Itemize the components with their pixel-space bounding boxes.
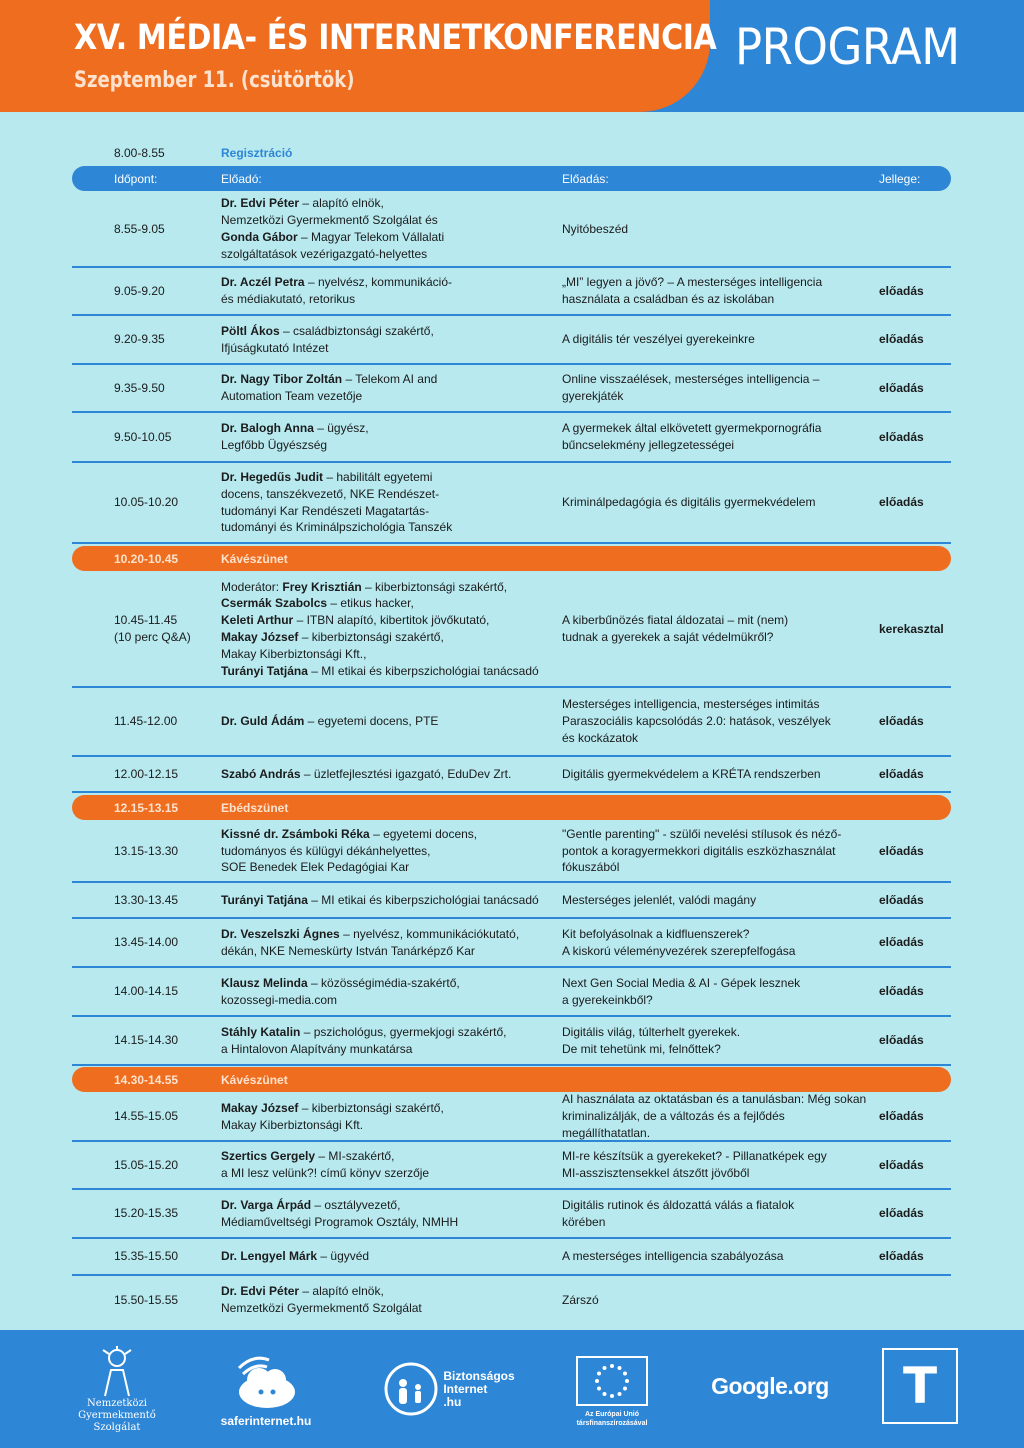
session-speaker <box>221 892 539 909</box>
session-talk-cell <box>562 688 872 755</box>
session-talk-cell <box>562 757 872 791</box>
speaker-name: Klausz Melinda <box>221 975 308 990</box>
session-talk-cell <box>562 413 872 461</box>
logo-google-org <box>700 1366 840 1406</box>
session-time-cell <box>114 1276 214 1324</box>
session-time: 9.50-10.05 <box>114 429 172 444</box>
speaker-role: – MI etikai és kiberpszichológiai tanácsadó <box>307 663 539 678</box>
session-speaker <box>221 274 452 308</box>
session-time-cell <box>114 757 214 791</box>
session-type: előadás <box>879 1249 924 1264</box>
session-row <box>72 688 951 757</box>
session-type: előadás <box>879 935 924 950</box>
telekom-t-icon: T <box>902 1357 938 1415</box>
break-bar <box>72 546 951 571</box>
speaker-role: – etikus hacker, <box>330 596 414 611</box>
session-talk-cell <box>562 1017 872 1064</box>
session-type-cell <box>879 572 951 686</box>
session-type-cell <box>879 1093 951 1140</box>
logo-saferinternet <box>210 1344 322 1434</box>
session-type-cell <box>879 883 951 917</box>
session-row <box>72 968 951 1017</box>
session-type: előadás <box>879 843 924 858</box>
session-type-cell <box>879 413 951 461</box>
session-type-cell <box>879 316 951 363</box>
logo-telekom <box>882 1348 958 1424</box>
session-time-cell <box>114 688 214 755</box>
session-speaker <box>221 826 477 876</box>
speaker-role: – üzletfejlesztési igazgató, EduDev Zrt. <box>300 766 512 781</box>
session-talk: Nyitóbeszéd <box>562 221 629 236</box>
session-time: 14.00-14.15 <box>114 984 179 999</box>
session-time-cell <box>114 968 214 1015</box>
logo5-label: Google.org <box>711 1372 829 1399</box>
speaker-name: Dr. Edvi Péter <box>221 1284 300 1299</box>
session-speaker-cell <box>221 365 556 411</box>
speaker-name: Keleti Arthur <box>221 613 294 628</box>
session-time-cell <box>114 883 214 917</box>
session-time-cell <box>114 1142 214 1188</box>
session-time: 12.00-12.15 <box>114 766 179 781</box>
session-time-cell <box>114 572 214 686</box>
session-speaker-cell <box>221 1190 556 1237</box>
eu-flag-icon <box>576 1356 648 1406</box>
session-time: 14.55-15.05 <box>114 1109 179 1124</box>
session-time: 15.05-15.20 <box>114 1157 179 1172</box>
session-speaker-cell <box>221 1239 556 1274</box>
session-talk: MI-re készítsük a gyerekeket? - Pillanatképek egy MI-asszisztensekkel átszőtt jövőből <box>562 1149 827 1180</box>
speaker-role: – kiberbiztonsági szakértő, <box>365 579 508 594</box>
speaker-role: – ügyész, Legfőbb Ügyészség <box>221 421 369 452</box>
session-speaker-cell <box>221 572 556 686</box>
session-time-cell <box>114 1017 214 1064</box>
session-talk: A mesterséges intelligencia szabályozása <box>562 1249 784 1264</box>
speaker-name: Frey Krisztián <box>282 579 362 594</box>
session-time-cell <box>114 316 214 363</box>
logo1-line3: Szolgálat <box>93 1422 141 1433</box>
column-type-header: Jellege: <box>879 172 921 186</box>
speaker-role: – pszichológus, gyermekjogi szakértő, a Hintalovon Alapítvány munkatársa <box>221 1024 507 1056</box>
logo2-label: saferinternet.hu <box>220 1414 312 1428</box>
speaker-name: Gonda Gábor <box>221 230 298 244</box>
column-header-bar <box>72 166 951 191</box>
eu-star-icon <box>623 1387 627 1391</box>
speaker-name: Dr. Nagy Tibor Zoltán <box>221 372 343 387</box>
speaker-role: – családbiztonsági szakértő, Ifjúságkutató Intézet <box>221 323 434 355</box>
session-type: előadás <box>879 1157 924 1172</box>
break-label: Kávészünet <box>221 552 288 566</box>
session-time: 9.20-9.35 <box>114 332 165 347</box>
session-time-cell <box>114 463 214 542</box>
session-speaker-cell <box>221 919 556 966</box>
session-speaker-cell <box>221 1276 556 1324</box>
session-speaker <box>221 1283 422 1317</box>
session-row <box>72 572 951 688</box>
session-talk: Digitális rutinok és áldozattá válás a fiatalok körében <box>562 1197 795 1229</box>
session-type-cell <box>879 463 951 542</box>
session-speaker-cell <box>221 821 556 881</box>
speaker-name: Pöltl Ákos <box>221 323 280 338</box>
session-talk-cell <box>562 365 872 411</box>
session-time: 8.55-9.05 <box>114 221 165 236</box>
speaker-name: Csermák Szabolcs <box>221 596 328 611</box>
session-type: előadás <box>879 380 924 395</box>
session-talk-cell <box>562 192 872 266</box>
speaker-name: Dr. Guld Ádám <box>221 714 305 729</box>
session-talk: Digitális gyermekvédelem a KRÉTA rendszerben <box>562 766 821 781</box>
session-type: előadás <box>879 1206 924 1221</box>
speaker-name: Dr. Aczél Petra <box>221 275 305 290</box>
speaker-name: Szabó András <box>221 766 301 781</box>
session-type-cell <box>879 1239 951 1274</box>
session-type: előadás <box>879 714 924 729</box>
logo-nemzetkozi-gyermekmento <box>72 1336 162 1442</box>
break-time: 14.30-14.55 <box>114 1073 179 1087</box>
logo3-line2: Internet <box>443 1381 488 1396</box>
logo4-line1: Az Európai Unió <box>584 1411 640 1418</box>
session-type: előadás <box>879 1033 924 1048</box>
session-time: 9.05-9.20 <box>114 283 165 298</box>
session-speaker <box>221 713 438 730</box>
speaker-role: Moderátor: <box>221 579 283 594</box>
session-row <box>72 1190 951 1239</box>
session-type: előadás <box>879 332 924 347</box>
session-time-cell <box>114 1190 214 1237</box>
session-type: előadás <box>879 984 924 999</box>
session-speaker-cell <box>221 413 556 461</box>
speaker-name: Kissné dr. Zsámboki Réka <box>221 826 370 841</box>
session-row <box>72 1276 951 1324</box>
session-time: 15.20-15.35 <box>114 1206 179 1221</box>
session-time: 13.15-13.30 <box>114 843 179 858</box>
session-speaker-cell <box>221 192 556 266</box>
eu-star-icon <box>595 1379 599 1383</box>
session-speaker <box>221 1248 369 1265</box>
session-speaker <box>221 975 460 1009</box>
session-type: előadás <box>879 495 924 510</box>
session-talk-cell <box>562 919 872 966</box>
eu-star-icon <box>603 1392 607 1396</box>
speaker-name: Dr. Varga Árpád <box>221 1197 312 1212</box>
speaker-role: – habilitált egyetemi docens, tanszékvezető, NKE Rendészet- tudományi Kar Rendészeti Magatartás- tudományi és Kriminálpszichológia Tanszék <box>221 469 453 535</box>
speaker-name: Turányi Tatjána <box>221 663 308 678</box>
logo-biztonsagos-internet <box>378 1354 520 1424</box>
logo3-line1: Biztonságos <box>443 1368 515 1383</box>
speaker-role: – alapító elnök, Nemzetközi Gyermekmentő Szolgálat és <box>221 196 438 228</box>
page-header <box>0 0 1024 112</box>
speaker-role: – alapító elnök, Nemzetközi Gyermekmentő Szolgálat <box>221 1284 422 1315</box>
session-time: 11.45-12.00 <box>114 714 178 729</box>
speaker-name: Szertics Gergely <box>221 1149 316 1164</box>
session-talk-cell <box>562 1093 872 1140</box>
speaker-role: – kiberbiztonsági szakértő, Makay Kiberbiztonsági Kft., <box>221 630 444 661</box>
speaker-role: – kiberbiztonsági szakértő, Makay Kiberbiztonsági Kft. <box>221 1100 444 1132</box>
session-type: előadás <box>879 892 924 907</box>
session-type-cell <box>879 365 951 411</box>
eu-star-icon <box>597 1387 601 1391</box>
session-talk: Digitális világ, túlterhelt gyerekek. De mit tehetünk mi, felnőttek? <box>562 1024 741 1056</box>
logo4-line2: társfinanszírozásával <box>576 1420 648 1427</box>
break-time: 12.15-13.15 <box>114 801 179 815</box>
session-type-cell <box>879 192 951 266</box>
session-time-cell <box>114 192 214 266</box>
eu-star-icon <box>603 1366 607 1370</box>
session-type-cell <box>879 268 951 314</box>
speaker-role: – közösségimédia-szakértő, kozossegi-media.com <box>221 975 460 1007</box>
session-row <box>72 413 951 463</box>
speaker-role: – osztályvezető, Médiaműveltségi Programok Osztály, NMHH <box>221 1197 459 1229</box>
logo3-line3: .hu <box>443 1394 462 1409</box>
break-label: Ebédszünet <box>221 801 289 815</box>
eu-star-icon <box>623 1372 627 1376</box>
speaker-name: Makay József <box>221 1100 299 1115</box>
session-speaker <box>221 1197 458 1231</box>
conference-title: XV. MÉDIA- ÉS INTERNETKONFERENCIA <box>74 18 717 58</box>
header-orange-band <box>0 0 717 112</box>
session-speaker-cell <box>221 688 556 755</box>
session-talk: A digitális tér veszélyei gyerekeinkre <box>562 332 755 347</box>
session-talk: AI használata az oktatásban és a tanulásban: Még sokan kriminalizálják, de a változás és a fejlődés megállíthatatlan. <box>562 1092 867 1140</box>
session-time: 9.35-9.50 <box>114 380 165 395</box>
session-talk-cell <box>562 1190 872 1237</box>
session-speaker <box>221 195 444 262</box>
session-row <box>72 919 951 968</box>
speaker-role: – MI etikai és kiberpszichológiai tanácsadó <box>307 892 539 907</box>
session-type: előadás <box>879 1109 924 1124</box>
session-row <box>72 1093 951 1142</box>
speaker-name: Dr. Lengyel Márk <box>221 1249 318 1264</box>
eu-star-icon <box>618 1392 622 1396</box>
session-row <box>72 268 951 316</box>
session-talk-cell <box>562 1142 872 1188</box>
logo1-line1: Nemzetközi <box>87 1398 147 1409</box>
session-talk-cell <box>562 572 872 686</box>
registration-label: Regisztráció <box>221 146 293 160</box>
session-talk-cell <box>562 268 872 314</box>
session-talk: "Gentle parenting" - szülői nevelési stílusok és néző- pontok a koragyermekkori digitális eszközhasználat fókuszából <box>562 826 842 875</box>
session-row <box>72 365 951 413</box>
family-circle-icon <box>383 1361 439 1417</box>
session-time: 13.30-13.45 <box>114 892 179 907</box>
session-talk: Next Gen Social Media & AI - Gépek lesznek a gyerekeinkből? <box>562 975 801 1007</box>
speaker-name: Makay József <box>221 630 299 644</box>
eu-star-icon <box>610 1364 614 1368</box>
speaker-name: Turányi Tatjána <box>221 892 308 907</box>
speaker-role: – nyelvész, kommunikációkutató, dékán, NKE Nemeskürty István Tanárképző Kar <box>221 926 520 958</box>
session-type-cell <box>879 688 951 755</box>
session-speaker <box>221 1148 429 1182</box>
session-speaker-cell <box>221 316 556 363</box>
session-talk: Mesterséges intelligencia, mesterséges intimitás Paraszociális kapcsolódás 2.0: hatások, veszélyek és kockázatok <box>562 697 831 745</box>
session-speaker <box>221 371 437 405</box>
session-row <box>72 821 951 883</box>
session-row <box>72 463 951 544</box>
session-speaker <box>221 579 539 680</box>
session-speaker <box>221 323 434 357</box>
eu-star-icon <box>610 1394 614 1398</box>
program-heading: PROGRAM <box>735 18 960 76</box>
session-talk: Kit befolyásolnak a kidfluenszerek? A kiskorú véleményvezérek szerepfelfogása <box>562 926 796 958</box>
speaker-role: – egyetemi docens, PTE <box>304 714 439 729</box>
session-speaker <box>221 926 519 960</box>
break-bar <box>72 1067 951 1092</box>
session-time-cell <box>114 1093 214 1140</box>
conference-date: Szeptember 11. (csütörtök) <box>74 68 355 93</box>
session-time-cell <box>114 821 214 881</box>
session-talk-cell <box>562 463 872 542</box>
session-type: előadás <box>879 283 924 298</box>
speaker-role: – egyetemi docens, tudományos és külügyi dékánhelyettes, SOE Benedek Elek Pedagógiai Kar <box>221 826 478 875</box>
session-time-cell <box>114 365 214 411</box>
session-talk-cell <box>562 883 872 917</box>
session-type-cell <box>879 1142 951 1188</box>
session-time: 10.45-11.45 (10 perc Q&A) <box>114 613 191 644</box>
column-speaker-header: Előadó: <box>221 172 262 186</box>
session-row <box>72 757 951 793</box>
speaker-name: Stáhly Katalin <box>221 1024 301 1039</box>
session-time: 13.45-14.00 <box>114 935 179 950</box>
session-time: 15.35-15.50 <box>114 1249 179 1264</box>
session-speaker <box>221 469 452 536</box>
session-speaker-cell <box>221 1017 556 1064</box>
session-speaker-cell <box>221 463 556 542</box>
session-time: 14.15-14.30 <box>114 1033 179 1048</box>
session-time: 10.05-10.20 <box>114 495 179 510</box>
session-talk-cell <box>562 1239 872 1274</box>
session-speaker-cell <box>221 757 556 791</box>
speaker-role: – MI-szakértő, a MI lesz velünk?! című könyv szerzője <box>221 1149 430 1180</box>
eu-star-icon <box>597 1372 601 1376</box>
session-talk-cell <box>562 821 872 881</box>
session-speaker-cell <box>221 1093 556 1140</box>
session-time-cell <box>114 919 214 966</box>
program-table <box>0 112 1024 1330</box>
column-talk-header: Előadás: <box>562 172 609 186</box>
session-talk: Mesterséges jelenlét, valódi magány <box>562 892 757 907</box>
speaker-role: – ITBN alapító, kibertitok jövőkutató, <box>296 613 490 628</box>
session-type: előadás <box>879 429 924 444</box>
session-talk-cell <box>562 1276 872 1324</box>
registration-time: 8.00-8.55 <box>114 146 165 160</box>
session-speaker <box>221 1024 506 1058</box>
session-speaker <box>221 1100 444 1134</box>
speaker-name: Dr. Hegedűs Judit <box>221 469 324 484</box>
session-type-cell <box>879 919 951 966</box>
session-row <box>72 1142 951 1190</box>
session-type-cell <box>879 1190 951 1237</box>
session-talk-cell <box>562 316 872 363</box>
eu-star-icon <box>625 1379 629 1383</box>
session-time-cell <box>114 1239 214 1274</box>
session-type-cell <box>879 1276 951 1324</box>
speaker-name: Dr. Edvi Péter <box>221 196 300 211</box>
speaker-name: Dr. Balogh Anna <box>221 421 314 436</box>
child-figure-icon <box>95 1344 139 1398</box>
session-time-cell <box>114 413 214 461</box>
session-speaker-cell <box>221 1142 556 1188</box>
session-talk: Zárszó <box>562 1292 599 1307</box>
session-talk: Kriminálpedagógia és digitális gyermekvédelem <box>562 495 816 510</box>
session-speaker <box>221 766 511 783</box>
cloud-wifi-icon <box>233 1350 299 1410</box>
session-type: előadás <box>879 766 924 781</box>
session-type: kerekasztal <box>879 621 944 636</box>
break-bar <box>72 795 951 820</box>
speaker-role: – Telekom AI and Automation Team vezetője <box>221 372 438 403</box>
session-talk: A kiberbűnözés fiatal áldozatai – mit (nem) tudnak a gyerekek a saját védelmükről? <box>562 613 789 644</box>
session-row <box>72 1239 951 1276</box>
session-talk: Online visszaélések, mesterséges intelligencia – gyerekjáték <box>562 372 820 403</box>
session-row <box>72 883 951 919</box>
session-speaker <box>221 420 369 454</box>
session-speaker-cell <box>221 883 556 917</box>
break-time: 10.20-10.45 <box>114 552 179 566</box>
logo1-line2: Gyermekmentő <box>78 1410 156 1421</box>
session-type-cell <box>879 968 951 1015</box>
logo-eu-cofinanced <box>566 1346 658 1438</box>
session-speaker-cell <box>221 268 556 314</box>
break-label: Kávészünet <box>221 1073 288 1087</box>
speaker-name: Dr. Veszelszki Ágnes <box>221 926 340 941</box>
speaker-role: – ügyvéd <box>317 1249 370 1264</box>
eu-star-icon <box>618 1366 622 1370</box>
session-row <box>72 316 951 365</box>
session-time-cell <box>114 268 214 314</box>
session-talk-cell <box>562 968 872 1015</box>
session-row <box>72 192 951 268</box>
speaker-role: – Magyar Telekom Vállalati szolgáltatások vezérigazgató-helyettes <box>221 230 445 261</box>
column-time-header: Időpont: <box>114 172 158 186</box>
sponsor-footer <box>0 1330 1024 1448</box>
session-talk: „MI” legyen a jövő? – A mesterséges intelligencia használata a családban és az iskolában <box>562 275 823 306</box>
speaker-role: – nyelvész, kommunikáció- és médiakutató, retorikus <box>221 275 452 306</box>
session-speaker-cell <box>221 968 556 1015</box>
session-time: 15.50-15.55 <box>114 1292 179 1307</box>
session-type-cell <box>879 1017 951 1064</box>
session-row <box>72 1017 951 1066</box>
session-type-cell <box>879 757 951 791</box>
session-talk: A gyermekek által elkövetett gyermekpornográfia bűncselekmény jellegzetességei <box>562 421 822 452</box>
session-type-cell <box>879 821 951 881</box>
